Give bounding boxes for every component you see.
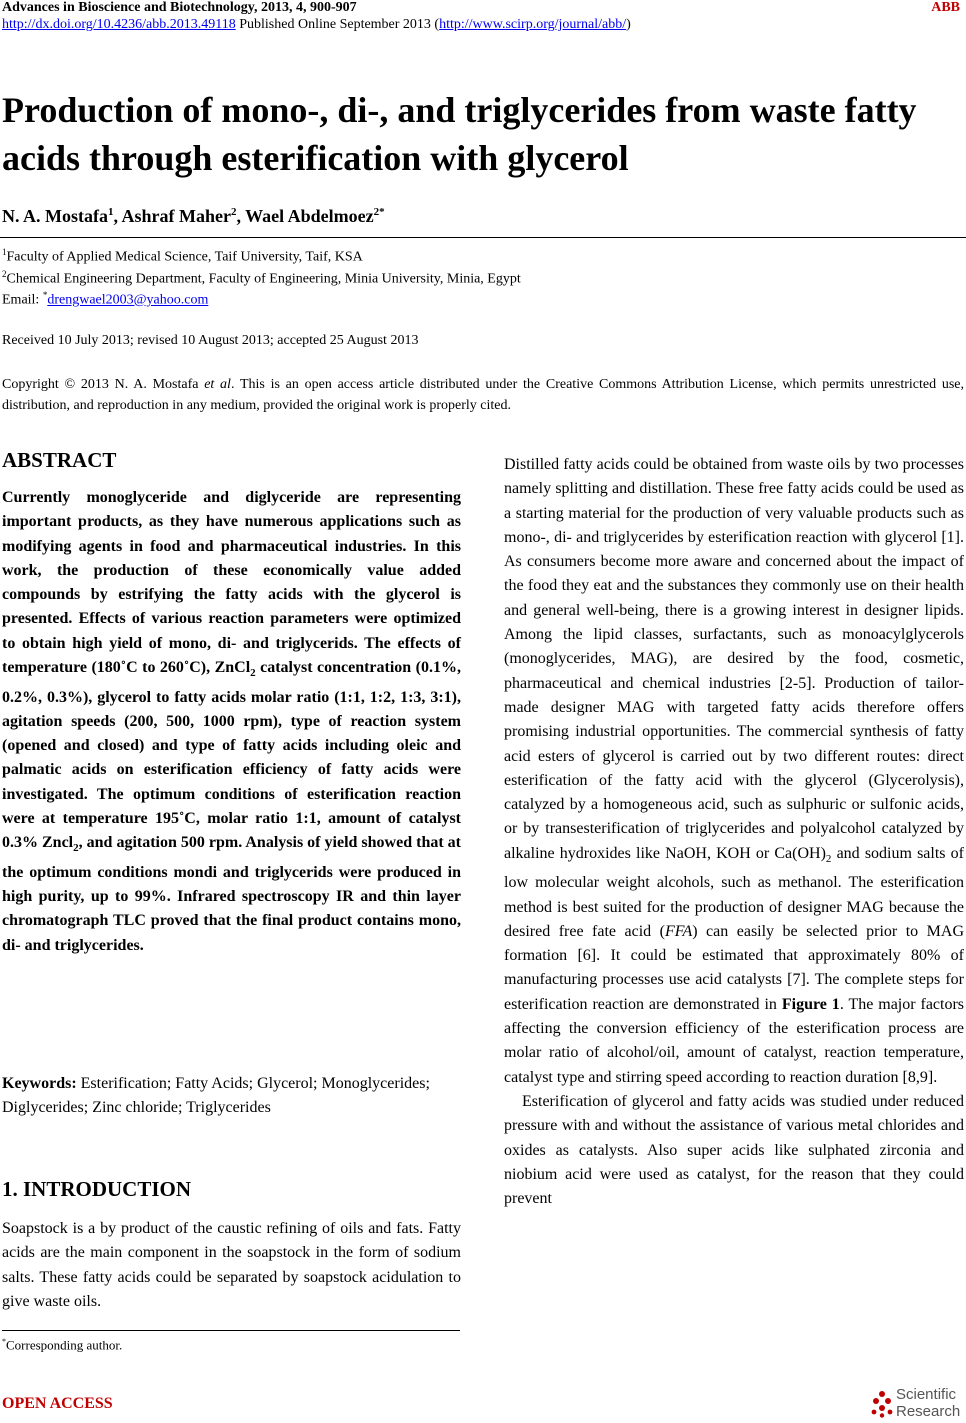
published-text: Published Online September 2013 (: [235, 17, 440, 32]
author-1-affil: 1: [108, 206, 114, 218]
affiliation-1-mark: 1: [2, 247, 7, 257]
keywords-text: Esterification; Fatty Acids; Glycerol; Monoglycerides; Diglycerides; Zinc chloride; Triglycerides: [2, 1075, 430, 1116]
keywords-label: Keywords:: [2, 1075, 77, 1092]
footnote-mark: *: [2, 1337, 6, 1346]
right-p1-part-a: Distilled fatty acids could be obtained from waste oils by two processes namely splitting and distillation. These free fatty acids could be used as a starting material for the production of very valuable products such as mono-, di- and triglycerides by esterification reaction with glycerol [1]. As consumers become more aware and concerned about the impact of the food they eat and the substances they commonly use on their health and general well-being, there is a growing interest in designer lipids. Among the lipid classes, surfactants, such as monoacylglycerols (monoglycerides, MAG), are desired by the food, cosmetic, pharmaceutical and chemical industries [2-5]. Production of tailor-made designer MAG with targeted fatty acids therefore offers promising industrial opportunities. The commercial synthesis of fatty acid esters of glycerol is carried out by two different routes: direct esterification of the fatty acid with the glycerol (Glycerolysis), catalyzed by a homogeneous acid, such as sulphuric or sulfonic acids, or by transesterification of triglycerides and polyalcohol catalyzed by alkaline hydroxides like NaOH, KOH or Ca(OH): [504, 456, 964, 862]
journal-abbrev: ABB: [931, 0, 960, 15]
right-p1-sub: 2: [825, 852, 832, 865]
affiliation-2-mark: 2: [2, 269, 7, 279]
right-p1-ffa: FFA: [664, 922, 693, 940]
footnote-divider: [2, 1330, 460, 1331]
doi-link[interactable]: http://dx.doi.org/10.4236/abb.2013.49118: [2, 17, 236, 32]
header-links-line: [2, 17, 631, 33]
right-paragraph-1: [504, 453, 964, 1090]
header-divider: [0, 237, 966, 238]
publisher-logo-text: [896, 1386, 960, 1420]
abstract-sub-2: 2: [73, 842, 79, 855]
author-3-affil: 2*: [373, 206, 385, 218]
copyright-etal: et al: [204, 377, 231, 392]
right-column: [504, 453, 964, 1211]
right-p1-part-b: and sodium salts of low molecular weight alcohols, such as methanol. The esterification method is best suited for the production of designer MAG because the desired free fate acid (: [504, 844, 965, 940]
received-dates: Received 10 July 2013; revised 10 August 2013; accepted 25 August 2013: [2, 333, 419, 348]
email-label: Email:: [2, 292, 43, 308]
email-link[interactable]: drengwael2003@yahoo.com: [47, 292, 209, 308]
right-p1-part-d: . The major factors affecting the conversion efficiency of the esterification process are molar ratio of alcohol/oil, amount of catalyst, reaction temperature, catalyst type and stirring speed according to reaction duration [8,9].: [504, 995, 965, 1086]
publisher-logo-icon: [870, 1390, 894, 1418]
abstract-sub-1: 2: [250, 667, 256, 680]
keywords: [2, 1072, 461, 1120]
intro-text: Soapstock is a by product of the caustic refining of oils and fats. Fatty acids are the main component in the soapstock in the form of sodium salts. These fatty acids could be separated by soapstock acidulation to give waste oils.: [2, 1220, 461, 1310]
logo-line-1: Scientific: [896, 1386, 957, 1403]
right-p1-part-c: ) can easily be selected prior to MAG formation [6]. It could be estimated that approximately 80% of manufacturing processes use acid catalysts [7]. The complete steps for esterification reaction are demonstrated in: [504, 922, 965, 1013]
right-paragraph-2: Esterification of glycerol and fatty acids was studied under reduced pressure with and without the assistance of various metal chlorides and oxides as catalysts. Also super acids like sulphated zirconia and niobium acid were used as catalyst, for the reason that they could prevent: [504, 1092, 964, 1208]
email-mark: *: [42, 290, 48, 300]
abstract-part-3: , and agitation 500 rpm. Analysis of yield showed that at the optimum conditions mondi and triglycerids were produced in high purity, up to 99%. Infrared spectroscopy IR and thin layer chromatograph TLC proved that the final product contains mono, di- and triglycerides.: [2, 834, 462, 954]
copyright-notice: [2, 374, 964, 416]
abstract-part-2: catalyst concentration (0.1%, 0.2%, 0.3%), glycerol to fatty acids molar ratio (1:1, 1:2, 1:3, 3:1), agitation speeds (200, 500, 1000 rpm), type of reaction system (opened and closed) and type of fatty acids including oleic and palmatic acids on esterification efficiency of fatty acids were investigated. The optimum conditions of esterification reaction were at temperature 195˚C, molar ratio 1:1, amount of catalyst 0.3% Zncl: [2, 659, 461, 852]
abstract-text: [2, 486, 461, 958]
abstract-part-1: Currently monoglyceride and diglyceride are representing important products, as they have numerous applications such as modifying agents in food and pharmaceutical industries. In this work, the production of these economically value added compounds by estrifying the fatty acids with the glycerol is presented. Effects of various reaction parameters were optimized to obtain high yield of mono, di- and triglycerids. The effects of temperature (180˚C to 260˚C), ZnCl: [2, 489, 461, 677]
email-line: [2, 290, 208, 309]
affiliation-2: [2, 269, 521, 288]
intro-heading: 1. INTRODUCTION: [2, 1177, 192, 1201]
open-access-label: OPEN ACCESS: [2, 1395, 113, 1412]
copyright-after: . This is an open access article distributed under the Creative Commons Attribution License, which permits unrestricted use, distribution, and reproduction in any medium, provided the original work is properly cited.: [2, 377, 964, 413]
journal-citation: Advances in Bioscience and Biotechnology, 2013, 4, 900-907: [2, 0, 357, 15]
author-list: [2, 206, 385, 227]
author-2: , Ashraf Maher: [113, 206, 231, 226]
footnote-text: Corresponding author.: [6, 1337, 123, 1353]
footnote: [2, 1337, 122, 1353]
close-paren: ): [626, 17, 631, 32]
copyright-before: Copyright © 2013 N. A. Mostafa: [2, 377, 205, 392]
logo-line-2: Research: [896, 1403, 961, 1420]
publisher-logo: [870, 1386, 960, 1422]
affiliation-1: [2, 247, 363, 266]
paper-title: Production of mono-, di-, and triglycerides from waste fatty acids through esterification with glycerol: [2, 90, 917, 178]
journal-link[interactable]: http://www.scirp.org/journal/abb/: [439, 17, 627, 32]
abstract-heading: ABSTRACT: [2, 448, 117, 472]
affiliation-1-text: Faculty of Applied Medical Science, Taif University, Taif, KSA: [6, 249, 363, 265]
author-1: N. A. Mostafa: [2, 206, 108, 226]
author-2-affil: 2: [230, 206, 237, 218]
figure-reference[interactable]: Figure 1: [781, 995, 840, 1013]
affiliation-2-text: Chemical Engineering Department, Faculty of Engineering, Minia University, Minia, Egypt: [6, 271, 521, 287]
author-3: , Wael Abdelmoez: [236, 206, 374, 226]
